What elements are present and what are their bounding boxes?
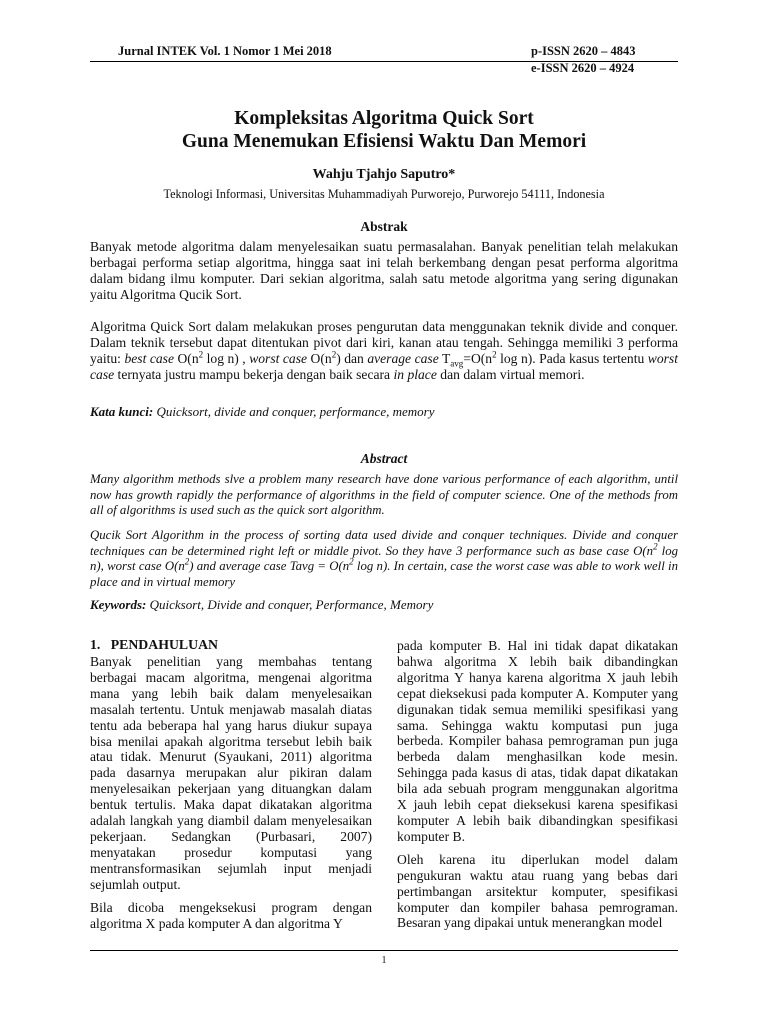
p-issn: p-ISSN 2620 – 4843 (531, 44, 636, 58)
title-line-1: Kompleksitas Algoritma Quick Sort (234, 108, 534, 129)
affiliation: Teknologi Informasi, Universitas Muhammadiyah Purworejo, Purworejo 54111, Indonesia (163, 187, 605, 201)
abstract-heading: Abstract (360, 451, 408, 466)
right-paragraph-2: Oleh karena itu diperlukan model dalam pengukuran waktu atau ruang yang bebas dari pertimbangan arsitektur komputer, spesifikasi komputer dan kompiler bahasa pemrograman. Besaran yang dipakai untuk menerangkan model (397, 851, 678, 931)
paper-title (90, 107, 678, 153)
left-paragraph-1: Banyak penelitian yang membahas tentang berbagai macam algoritma, mengenai algoritma mana yang lebih baik dalam menyelesaikan masalah tertentu. Untuk menjawab masalah diatas tentu ada beberapa hal yang harus diukur supaya bisa menilai apakah algoritma tersebut lebih baik atau tidak. Menurut (Syaukani, 2011) algoritma pada dasarnya merupakan alur pikiran dalam menyelesaikan pekerjaan yang dituangkan dalam bentuk tertulis. Maka dapat dikatakan algoritma adalah langkah yang diambil dalam menyelesaikan pekerjaan. Sedangkan (Purbasari, 2007) menyatakan prosedur komputasi yang mentransformasikan sejumlah input menjadi sejumlah output. (90, 654, 372, 892)
keywords-label: Keywords: (90, 597, 147, 612)
kata-kunci-value: Quicksort, divide and conquer, performance, memory (153, 404, 435, 419)
abstrak-paragraph-1: Banyak metode algoritma dalam menyelesaikan suatu permasalahan. Banyak penelitian telah melakukan berbagai performa setiap algoritma, hingga saat ini telah berkembang dengan pesat performa algoritma dalam bidang ilmu komputer. Dari sekian algoritma, salah satu metode algoritma yang sering digunakan yaitu Algoritma Qucik Sort. (90, 239, 678, 302)
section-heading: 1. PENDAHULUAN (90, 637, 219, 652)
keywords (90, 597, 678, 613)
kata-kunci (90, 404, 678, 420)
title-line-2: Guna Menemukan Efisiensi Waktu Dan Memori (181, 131, 587, 152)
abstract-paragraph-2: Qucik Sort Algorithm in the process of sorting data used divide and conquer techniques. Divide and conquer techniques can be determined right left or middle pivot. So they have 3 performance such as base case $O(n^2$ log n), worst case $O(n^2)$ and average case Tavg = $O(n^2$ log n). In certain, case the worst case was able to work well in place and in virtual memory (90, 528, 678, 589)
abstract-paragraph-1: Many algorithm methods slve a problem many research have done various performance of each algorithm, until now has growth rapidly the performance of algorithms in the field of computer science. One of the methods from all of algorithms is used such as the quick sort algorithm. (90, 472, 678, 518)
footer-rule (90, 950, 678, 951)
right-paragraph-1: pada komputer B. Hal ini tidak dapat dikatakan bahwa algoritma X lebih baik dibandingkan algoritma Y hanya karena algoritma X jauh lebih cepat dieksekusi pada komputer A. Komputer yang digunakan tidak semua memiliki spesifikasi yang sama. Sehingga waktu komputasi pun juga berbeda. Kompiler bahasa pemrograman pun juga berbeda dalam menghasilkan kode mesin. Sehingga pada kasus di atas, tidak dapat dikatakan bila ada sebuah program menggunakan algoritma X jauh lebih cepat dieksekusi karena spesifikasi komputer A lebih baik dibandingkan spesifikasi komputer B. (397, 638, 678, 844)
kata-kunci-label: Kata kunci: (90, 404, 154, 419)
abstrak-heading: Abstrak (360, 219, 408, 234)
left-paragraph-2: Bila dicoba mengeksekusi program dengan algoritma X pada komputer A dan algoritma Y (90, 899, 372, 931)
author: Wahju Tjahjo Saputro* (312, 167, 456, 182)
keywords-value: Quicksort, Divide and conquer, Performance, Memory (146, 597, 434, 612)
page-number: 1 (381, 955, 387, 966)
journal-name: Jurnal INTEK Vol. 1 Nomor 1 Mei 2018 (118, 44, 332, 58)
right-column (397, 638, 678, 931)
abstrak-paragraph-2: Algoritma Quick Sort dalam melakukan proses pengurutan data menggunakan teknik divide and conquer. Dalam teknik tersebut dapat ditentukan pivot dari kiri, kanan atau tengah. Sehingga memiliki 3 performa yaitu: best case $O(n^2$ log n) , worst case $O(n^2)$ dan average case $T_{avg}=O(n^2$ log n). Pada kasus tertentu worst case ternyata justru mampu bekerja dengan baik secara in place dan dalam virtual memori. (90, 319, 678, 382)
left-column (90, 654, 372, 931)
e-issn: e-ISSN 2620 – 4924 (531, 61, 635, 75)
